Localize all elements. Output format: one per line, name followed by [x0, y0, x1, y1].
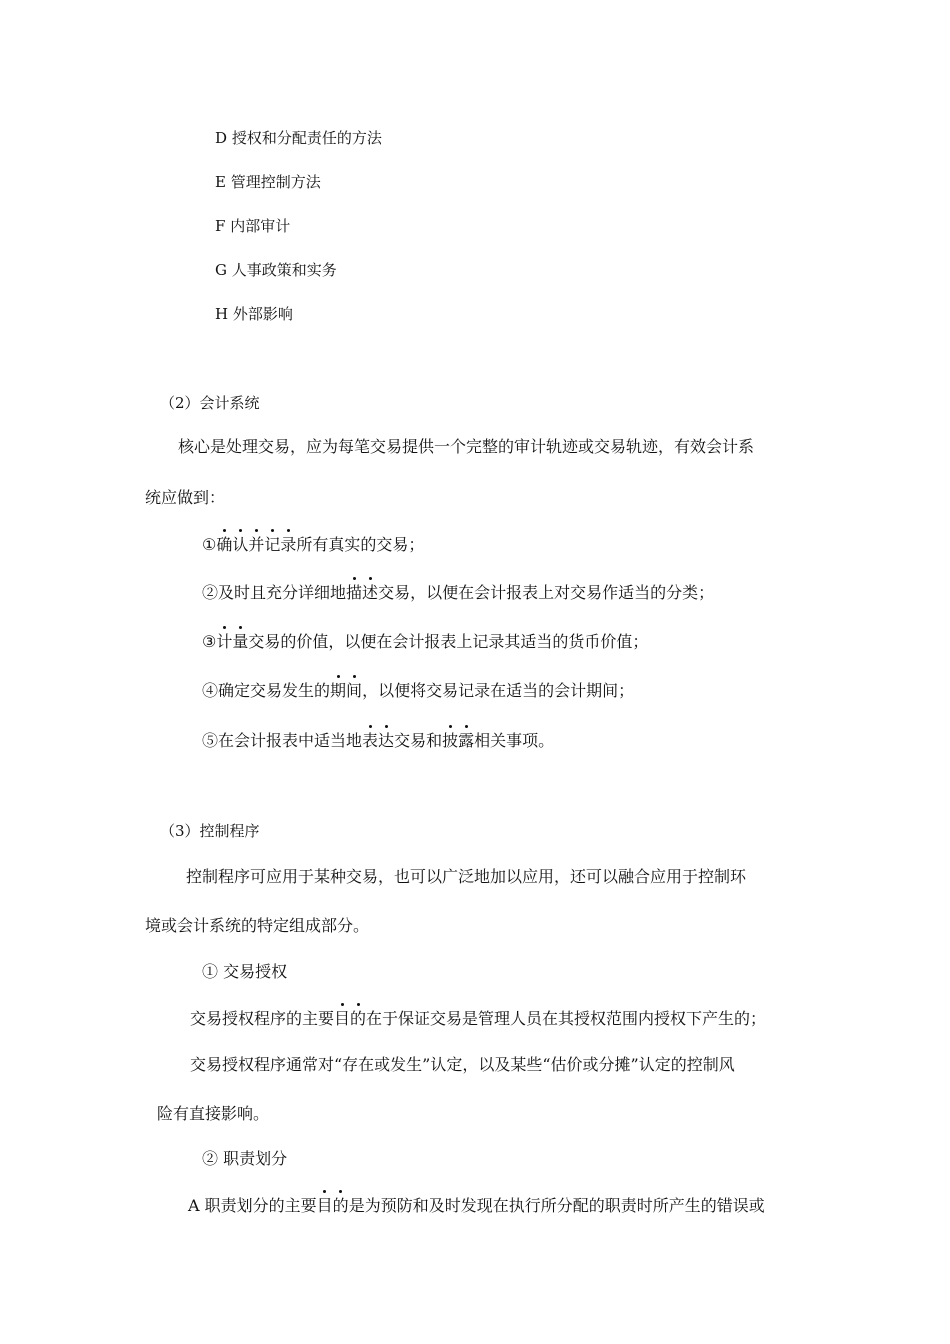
emphasis-text — [442, 731, 474, 750]
list-letter: D — [215, 129, 228, 147]
paragraph-text: 交易授权程序的主要 — [190, 1009, 335, 1028]
emphasis-dot-char: 计 — [216, 632, 233, 651]
emphasis-dot-char: 量 — [232, 632, 249, 651]
env-list-item-h — [215, 304, 293, 324]
emphasis-text — [334, 1009, 366, 1028]
env-list-item-e — [215, 172, 321, 192]
emphasis-dot-char: 目 — [316, 1196, 333, 1215]
emphasis-dot-char: 表 — [362, 731, 379, 750]
env-list-item-d — [215, 128, 382, 148]
item-text: 所有真实的交易； — [296, 535, 425, 554]
emphasis-dot-char: 述 — [362, 583, 379, 602]
list-letter: E — [215, 173, 226, 191]
accounting-item-1 — [202, 535, 424, 555]
emphasis-dot-char: 期 — [330, 681, 347, 700]
accounting-item-2 — [202, 583, 714, 603]
emphasis-text — [362, 731, 394, 750]
emphasis-dot-char: 描 — [346, 583, 363, 602]
item-text: 及时且充分详细地 — [218, 583, 347, 602]
section-2-heading: （2）会计系统 — [160, 394, 260, 412]
env-list-item-f — [215, 216, 290, 236]
transaction-authorization-paragraph-1 — [190, 1009, 766, 1029]
emphasis-text — [216, 632, 248, 651]
item-text: 确定交易发生的 — [218, 681, 331, 700]
item-text: ，以便将交易记录在适当的会计期间； — [362, 681, 635, 700]
emphasis-dot-char: 达 — [378, 731, 395, 750]
item-text: 交易的价值，以便在会计报表上记录其适当的货币价值； — [248, 632, 649, 651]
accounting-item-4 — [202, 681, 634, 701]
emphasis-text — [330, 681, 362, 700]
section-3-heading: （3）控制程序 — [160, 822, 260, 840]
paragraph-text: 是为预防和及时发现在执行所分配的职责时所产生的错误或 — [348, 1196, 765, 1215]
emphasis-dot-char: 录 — [280, 535, 297, 554]
emphasis-text — [317, 1196, 349, 1215]
item-number: ③ — [202, 632, 217, 651]
emphasis-dot-char: 并 — [248, 535, 265, 554]
transaction-authorization-paragraph-2-line-1: 交易授权程序通常对“存在或发生”认定，以及某些“估价或分摊”认定的控制风 — [190, 1055, 735, 1074]
env-list-item-g — [215, 260, 337, 280]
accounting-item-3 — [202, 632, 648, 652]
emphasis-dot-char: 的 — [332, 1196, 349, 1215]
section-2-intro-line-2: 统应做到： — [145, 488, 226, 507]
list-text: 人事政策和实务 — [231, 261, 337, 279]
emphasis-text — [346, 583, 378, 602]
list-text: 内部审计 — [230, 217, 291, 235]
transaction-authorization-paragraph-2-line-2: 险有直接影响。 — [157, 1104, 270, 1123]
emphasis-dot-char: 目 — [334, 1009, 351, 1028]
emphasis-dot-char: 确 — [216, 535, 233, 554]
emphasis-dot-char: 露 — [458, 731, 475, 750]
item-number: ④ — [202, 681, 219, 700]
accounting-item-5 — [202, 731, 554, 751]
item-number: ① — [202, 535, 217, 554]
emphasis-text — [216, 535, 296, 554]
item-text: 相关事项。 — [474, 731, 555, 750]
section-2-intro-line-1: 核心是处理交易，应为每笔交易提供一个完整的审计轨迹或交易轨迹，有效会计系 — [178, 437, 755, 456]
subsection-transaction-authorization-title: ① 交易授权 — [202, 962, 288, 981]
item-text: 在会计报表中适当地 — [218, 731, 363, 750]
paragraph-text: 在于保证交易是管理人员在其授权范围内授权下产生的； — [366, 1009, 767, 1028]
section-3-intro-line-1: 控制程序可应用于某种交易，也可以广泛地加以应用，还可以融合应用于控制环 — [186, 867, 747, 886]
emphasis-dot-char: 认 — [232, 535, 249, 554]
list-letter: F — [215, 217, 226, 235]
item-number: ⑤ — [202, 731, 219, 750]
segregation-of-duties-paragraph-1 — [188, 1196, 765, 1216]
emphasis-dot-char: 的 — [350, 1009, 367, 1028]
emphasis-dot-char: 披 — [442, 731, 459, 750]
emphasis-dot-char: 间 — [346, 681, 363, 700]
list-text: 管理控制方法 — [230, 173, 321, 191]
emphasis-dot-char: 记 — [264, 535, 281, 554]
section-3-intro-line-2: 境或会计系统的特定组成部分。 — [145, 916, 370, 935]
list-letter: H — [215, 305, 229, 323]
list-text: 授权和分配责任的方法 — [231, 129, 382, 147]
item-text: 交易和 — [394, 731, 443, 750]
item-text: 交易，以便在会计报表上对交易作适当的分类； — [378, 583, 715, 602]
list-letter: G — [215, 261, 227, 279]
subsection-segregation-of-duties-title: ② 职责划分 — [202, 1149, 288, 1168]
list-text: 外部影响 — [232, 305, 293, 323]
paragraph-text: A 职责划分的主要 — [188, 1196, 317, 1215]
item-number: ② — [202, 583, 219, 602]
